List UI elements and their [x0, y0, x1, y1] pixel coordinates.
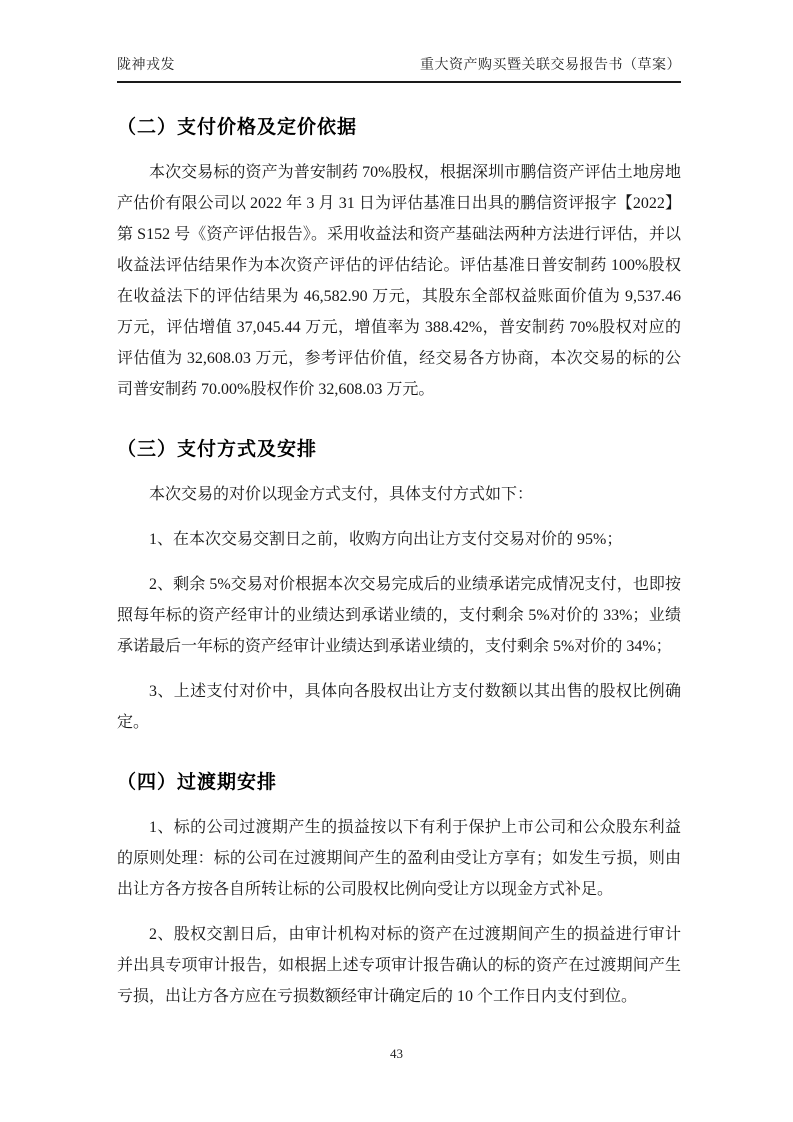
- paragraph-item-3: 3、上述支付对价中，具体向各股权出让方支付数额以其出售的股权比例确定。: [117, 683, 681, 731]
- section-payment-price: [117, 112, 681, 405]
- section-heading-3: （三）支付方式及安排: [117, 439, 318, 460]
- section-payment-method: [117, 434, 681, 738]
- page-number: 43: [390, 1046, 403, 1061]
- paragraph-item-1: 1、在本次交易交割日之前，收购方向出让方支付交易对价的 95%；: [149, 531, 623, 548]
- section-heading-4: （四）过渡期安排: [117, 772, 278, 793]
- header-company-name: 陇神戎发: [117, 58, 175, 73]
- paragraph-item-2: 2、股权交割日后，由审计机构对标的资产在过渡期间产生的损益进行审计并出具专项审计报告，如根据上述专项审计报告确认的标的资产在过渡期间产生亏损，出让方各方应在亏损数额经审计确定后的 10 个工作日内支付到位。: [117, 926, 681, 1005]
- page-header: [117, 54, 681, 83]
- header-report-title: 重大资产购买暨关联交易报告书（草案）: [420, 58, 681, 73]
- paragraph-item-2: 2、剩余 5%交易对价根据本次交易完成后的业绩承诺完成情况支付，也即按照每年标的资产经审计的业绩达到承诺业绩的，支付剩余 5%对价的 33%；业绩承诺最后一年标的资产经审计业绩达到承诺业绩的，支付剩余 5%对价的 34%；: [117, 576, 681, 655]
- section-transition-period: [117, 767, 681, 1012]
- section-heading-2: （二）支付价格及定价依据: [117, 117, 358, 138]
- paragraph: 本次交易的对价以现金方式支付，具体支付方式如下：: [149, 486, 534, 503]
- paragraph: 本次交易标的资产为普安制药 70%股权，根据深圳市鹏信资产评估土地房地产估价有限公司以 2022 年 3 月 31 日为评估基准日出具的鹏信资评报字【2022】第 S152 号《资产评估报告》。采用收益法和资产基础法两种方法进行评估，并以收益法评估结果作为本次资产评估的评估结论。评估基准日普安制药 100%股权在收益法下的评估结果为 46,582.90 万元，其股东全部权益账面价值为 9,537.46 万元，评估增值 37,045.44 万元，增值率为 388.42%，普安制药 70%股权对应的评估值为 32,608.03 万元，参考评估价值，经交易各方协商，本次交易的标的公司普安制药 70.00%股权作价 32,608.03 万元。: [117, 164, 681, 398]
- paragraph-item-1: 1、标的公司过渡期产生的损益按以下有利于保护上市公司和公众股东利益的原则处理：标的公司在过渡期间产生的盈利由受让方享有；如发生亏损，则由出让方各方按各自所转让标的公司股权比例向受让方以现金方式补足。: [117, 819, 681, 898]
